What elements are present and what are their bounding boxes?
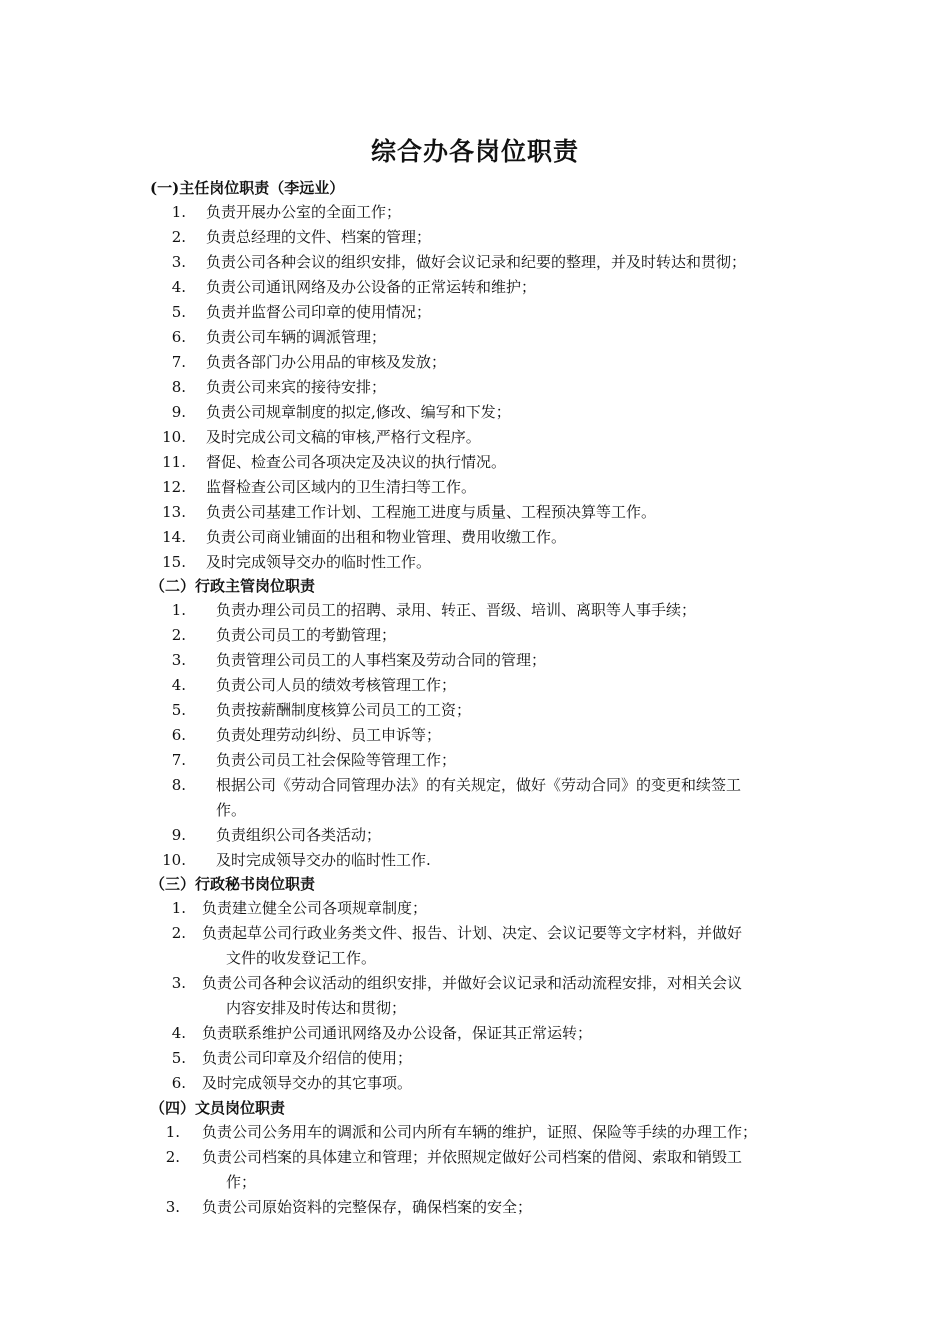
section-heading: （四）文员岗位职责 bbox=[150, 1099, 286, 1117]
list-item-number: 4. bbox=[171, 1024, 186, 1042]
list-item-text: 负责公司来宾的接待安排； bbox=[206, 378, 387, 396]
list-item-text: 负责组织公司各类活动； bbox=[216, 826, 382, 844]
list-item-number: 7. bbox=[171, 353, 186, 371]
list-item-text: 负责公司车辆的调派管理； bbox=[206, 328, 387, 346]
list-item-number: 9. bbox=[171, 826, 186, 844]
list-item-number: 15. bbox=[162, 553, 186, 571]
list-item-text: 负责起草公司行政业务类文件、报告、计划、决定、会议记要等文字材料，并做好 bbox=[202, 924, 743, 942]
list-item-number: 13. bbox=[162, 503, 186, 521]
list-item-text: 负责总经理的文件、档案的管理； bbox=[206, 228, 432, 246]
list-item-number: 2. bbox=[171, 228, 186, 246]
list-item-number: 3. bbox=[171, 651, 186, 669]
list-item-number: 10. bbox=[162, 851, 186, 869]
document-title: 综合办各岗位职责 bbox=[370, 137, 579, 166]
list-item-text: 负责并监督公司印章的使用情况； bbox=[206, 303, 432, 321]
list-item-number: 11. bbox=[162, 453, 186, 471]
list-item-number: 2. bbox=[171, 924, 186, 942]
list-item-text: 根据公司《劳动合同管理办法》的有关规定，做好《劳动合同》的变更和续签工 bbox=[216, 776, 742, 794]
list-item-number: 4. bbox=[171, 676, 186, 694]
section-heading: （三）行政秘书岗位职责 bbox=[150, 875, 316, 893]
list-item-number: 10. bbox=[162, 428, 186, 446]
list-item-text: 作； bbox=[226, 1173, 257, 1191]
list-item-text: 负责管理公司员工的人事档案及劳动合同的管理； bbox=[216, 651, 547, 669]
list-item-number: 6. bbox=[171, 328, 186, 346]
list-item-number: 12. bbox=[162, 478, 186, 496]
list-item-text: 督促、检查公司各项决定及决议的执行情况。 bbox=[206, 453, 507, 471]
list-item-number: 5. bbox=[171, 303, 186, 321]
list-item-text: 文件的收发登记工作。 bbox=[226, 949, 377, 967]
section-heading: (一)主任岗位职责（李远业） bbox=[150, 179, 345, 197]
list-item-number: 7. bbox=[171, 751, 186, 769]
list-item-number: 6. bbox=[171, 726, 186, 744]
list-item-text: 及时完成公司文稿的审核,严格行文程序。 bbox=[206, 428, 481, 446]
list-item-text: 负责建立健全公司各项规章制度； bbox=[202, 899, 428, 917]
list-item-number: 1. bbox=[171, 601, 186, 619]
list-item-text: 负责公司档案的具体建立和管理；并依照规定做好公司档案的借阅、索取和销毁工 bbox=[202, 1148, 743, 1166]
list-item-number: 3. bbox=[171, 253, 186, 271]
list-item-number: 3. bbox=[171, 974, 186, 992]
list-item-number: 1. bbox=[165, 1123, 180, 1141]
list-item-number: 5. bbox=[171, 1049, 186, 1067]
list-item-text: 负责公司通讯网络及办公设备的正常运转和维护； bbox=[206, 278, 537, 296]
list-item-text: 负责各部门办公用品的审核及发放； bbox=[206, 353, 447, 371]
list-item-number: 9. bbox=[171, 403, 186, 421]
list-item-text: 负责公司商业铺面的出租和物业管理、费用收缴工作。 bbox=[206, 528, 567, 546]
list-item-number: 8. bbox=[171, 776, 186, 794]
list-item-text: 内容安排及时传达和贯彻； bbox=[226, 999, 407, 1017]
list-item-text: 负责公司各种会议的组织安排，做好会议记录和纪要的整理，并及时转达和贯彻； bbox=[206, 253, 747, 271]
list-item-text: 监督检查公司区域内的卫生清扫等工作。 bbox=[206, 478, 477, 496]
list-item-number: 6. bbox=[171, 1074, 186, 1092]
section-heading: （二）行政主管岗位职责 bbox=[150, 577, 316, 595]
list-item-text: 负责公司印章及介绍信的使用； bbox=[202, 1049, 413, 1067]
list-item-number: 8. bbox=[171, 378, 186, 396]
list-item-text: 负责办理公司员工的招聘、录用、转正、晋级、培训、离职等人事手续； bbox=[216, 601, 697, 619]
list-item-text: 负责公司员工社会保险等管理工作； bbox=[216, 751, 457, 769]
list-item-number: 1. bbox=[171, 899, 186, 917]
list-item-text: 负责开展办公室的全面工作； bbox=[206, 203, 402, 221]
list-item-text: 负责公司基建工作计划、工程施工进度与质量、工程预决算等工作。 bbox=[206, 503, 657, 521]
list-item-number: 5. bbox=[171, 701, 186, 719]
list-item-text: 负责公司公务用车的调派和公司内所有车辆的维护，证照、保险等手续的办理工作； bbox=[202, 1123, 758, 1141]
list-item-text: 负责按薪酬制度核算公司员工的工资； bbox=[216, 701, 472, 719]
list-item-text: 负责公司各种会议活动的组织安排，并做好会议记录和活动流程安排，对相关会议 bbox=[202, 974, 743, 992]
list-item-text: 及时完成领导交办的临时性工作. bbox=[216, 851, 431, 869]
list-item-text: 负责公司原始资料的完整保存，确保档案的安全； bbox=[202, 1198, 533, 1216]
list-item-text: 作。 bbox=[216, 801, 247, 819]
list-item-text: 负责联系维护公司通讯网络及办公设备，保证其正常运转； bbox=[202, 1024, 593, 1042]
list-item-text: 及时完成领导交办的临时性工作。 bbox=[206, 553, 432, 571]
list-item-number: 2. bbox=[165, 1148, 180, 1166]
list-item-text: 负责公司规章制度的拟定,修改、编写和下发； bbox=[206, 403, 511, 421]
list-item-number: 3. bbox=[165, 1198, 180, 1216]
list-item-number: 2. bbox=[171, 626, 186, 644]
list-item-text: 负责公司员工的考勤管理； bbox=[216, 626, 397, 644]
list-item-number: 4. bbox=[171, 278, 186, 296]
list-item-text: 及时完成领导交办的其它事项。 bbox=[202, 1074, 413, 1092]
list-item-number: 1. bbox=[171, 203, 186, 221]
list-item-text: 负责公司人员的绩效考核管理工作； bbox=[216, 676, 457, 694]
list-item-number: 14. bbox=[162, 528, 186, 546]
list-item-text: 负责处理劳动纠纷、员工申诉等； bbox=[216, 726, 442, 744]
